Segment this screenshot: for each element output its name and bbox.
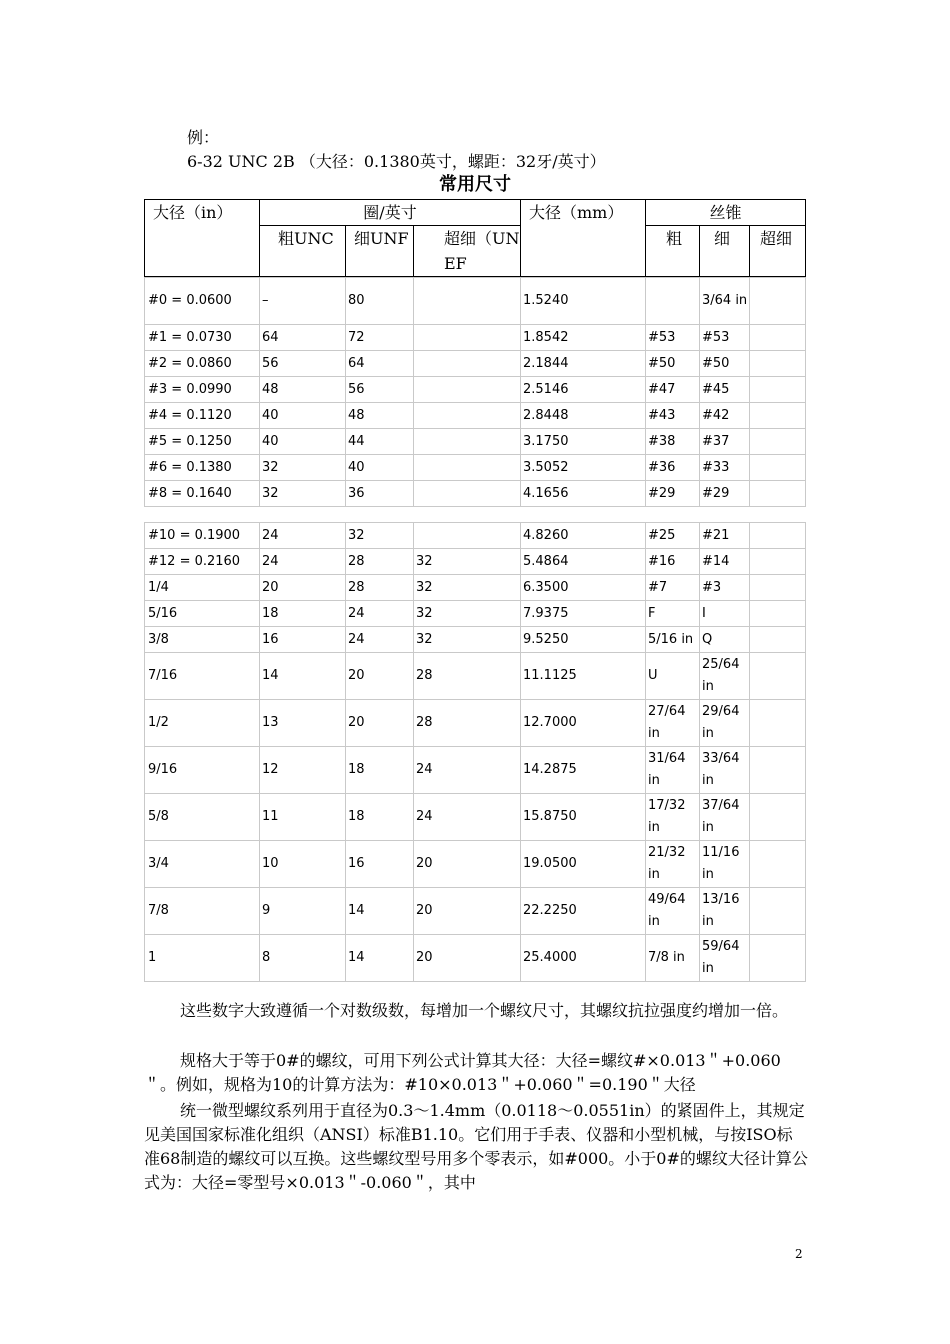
cell-major-mm: 25.4000 bbox=[521, 935, 646, 982]
cell-tap-coarse: 31/64 in bbox=[646, 747, 700, 794]
cell-unef: 20 bbox=[414, 841, 521, 888]
cell-unef: 20 bbox=[414, 888, 521, 935]
cell-major-mm: 2.5146 bbox=[521, 377, 646, 403]
cell-major-mm: 4.8260 bbox=[521, 523, 646, 549]
thread-table-part-2 bbox=[144, 522, 806, 982]
cell-unc: 18 bbox=[260, 601, 346, 627]
cell-unf: 14 bbox=[346, 935, 414, 982]
cell-major-in: 5/16 bbox=[145, 601, 260, 627]
cell-tap-fine: #21 bbox=[700, 523, 750, 549]
cell-tap-coarse: 7/8 in bbox=[646, 935, 700, 982]
cell-tap-coarse: #47 bbox=[646, 377, 700, 403]
cell-unef: 28 bbox=[414, 653, 521, 700]
cell-tap-coarse: #25 bbox=[646, 523, 700, 549]
cell-major-in: #6 = 0.1380 bbox=[145, 455, 260, 481]
cell-unc: 32 bbox=[260, 481, 346, 507]
cell-major-mm: 1.5240 bbox=[521, 278, 646, 325]
thread-table-part-1 bbox=[144, 277, 806, 507]
cell-unf: 48 bbox=[346, 403, 414, 429]
cell-unef bbox=[414, 377, 521, 403]
cell-unf: 40 bbox=[346, 455, 414, 481]
cell-tap-fine: 3/64 in bbox=[700, 278, 750, 325]
table-row bbox=[145, 403, 806, 429]
cell-unc: – bbox=[260, 278, 346, 325]
cell-major-mm: 12.7000 bbox=[521, 700, 646, 747]
cell-unef bbox=[414, 429, 521, 455]
cell-major-mm: 14.2875 bbox=[521, 747, 646, 794]
cell-tap-fine: 13/16 in bbox=[700, 888, 750, 935]
cell-unc: 14 bbox=[260, 653, 346, 700]
cell-tap-coarse: 5/16 in bbox=[646, 627, 700, 653]
cell-major-mm: 1.8542 bbox=[521, 325, 646, 351]
cell-unc: 56 bbox=[260, 351, 346, 377]
header-unf: 细UNF bbox=[346, 226, 414, 277]
cell-major-mm: 2.8448 bbox=[521, 403, 646, 429]
cell-tap-fine: #29 bbox=[700, 481, 750, 507]
table-row bbox=[145, 351, 806, 377]
cell-major-in: 1/4 bbox=[145, 575, 260, 601]
cell-unc: 8 bbox=[260, 935, 346, 982]
table-row bbox=[145, 794, 806, 841]
cell-tap-coarse: 17/32 in bbox=[646, 794, 700, 841]
table-row bbox=[145, 549, 806, 575]
cell-unc: 20 bbox=[260, 575, 346, 601]
cell-tap-coarse: 49/64 in bbox=[646, 888, 700, 935]
table-header bbox=[144, 199, 806, 277]
table-row bbox=[145, 935, 806, 982]
cell-tap-fine: 59/64 in bbox=[700, 935, 750, 982]
cell-tap-extra bbox=[750, 481, 806, 507]
cell-tap-fine: #33 bbox=[700, 455, 750, 481]
header-tpi: 圈/英寸 bbox=[260, 200, 521, 226]
table-row bbox=[145, 841, 806, 888]
cell-tap-extra bbox=[750, 888, 806, 935]
cell-unc: 9 bbox=[260, 888, 346, 935]
paragraph-growth: 这些数字大致遵循一个对数级数，每增加一个螺纹尺寸，其螺纹抗拉强度约增加一倍。 bbox=[180, 1001, 789, 1020]
cell-tap-fine: #45 bbox=[700, 377, 750, 403]
cell-unef: 32 bbox=[414, 575, 521, 601]
cell-tap-extra bbox=[750, 935, 806, 982]
cell-tap-extra bbox=[750, 747, 806, 794]
cell-tap-fine: I bbox=[700, 601, 750, 627]
cell-tap-coarse: #43 bbox=[646, 403, 700, 429]
cell-tap-extra bbox=[750, 455, 806, 481]
table-row bbox=[145, 481, 806, 507]
cell-tap-fine: #3 bbox=[700, 575, 750, 601]
cell-unef bbox=[414, 455, 521, 481]
cell-tap-extra bbox=[750, 700, 806, 747]
table-row bbox=[145, 575, 806, 601]
cell-unf: 80 bbox=[346, 278, 414, 325]
cell-unef: 32 bbox=[414, 601, 521, 627]
cell-unc: 40 bbox=[260, 429, 346, 455]
cell-unef bbox=[414, 523, 521, 549]
cell-unc: 48 bbox=[260, 377, 346, 403]
header-unef: 超细（UNEF bbox=[414, 226, 521, 277]
cell-tap-extra bbox=[750, 325, 806, 351]
cell-major-in: #5 = 0.1250 bbox=[145, 429, 260, 455]
cell-major-in: 5/8 bbox=[145, 794, 260, 841]
cell-major-in: 1 bbox=[145, 935, 260, 982]
cell-unc: 12 bbox=[260, 747, 346, 794]
cell-tap-extra bbox=[750, 278, 806, 325]
cell-unf: 36 bbox=[346, 481, 414, 507]
cell-tap-extra bbox=[750, 841, 806, 888]
cell-unef: 24 bbox=[414, 747, 521, 794]
cell-tap-coarse: 27/64 in bbox=[646, 700, 700, 747]
cell-tap-coarse bbox=[646, 278, 700, 325]
cell-major-in: #4 = 0.1120 bbox=[145, 403, 260, 429]
cell-major-mm: 3.1750 bbox=[521, 429, 646, 455]
table-row bbox=[145, 747, 806, 794]
header-tap-fine: 细 bbox=[700, 226, 750, 277]
cell-tap-extra bbox=[750, 549, 806, 575]
cell-major-mm: 4.1656 bbox=[521, 481, 646, 507]
paragraph-micro-thread: 统一微型螺纹系列用于直径为0.3～1.4mm（0.0118～0.0551in）的紧固件上，其规定见美国国家标准化组织（ANSI）标准B1.10。它们用于手表、仪器和小型机械，与按ISO标准68制造的螺纹可以互换。这些螺纹型号用多个零表示，如#000。小于0#的螺纹大径计算公式为：大径=零型号×0.013＂-0.060＂，其中 bbox=[144, 1101, 808, 1192]
cell-unf: 72 bbox=[346, 325, 414, 351]
header-tap-extra: 超细 bbox=[750, 226, 806, 277]
cell-major-mm: 6.3500 bbox=[521, 575, 646, 601]
cell-tap-coarse: #50 bbox=[646, 351, 700, 377]
cell-unef: 32 bbox=[414, 627, 521, 653]
cell-tap-fine: #50 bbox=[700, 351, 750, 377]
cell-major-mm: 5.4864 bbox=[521, 549, 646, 575]
cell-tap-coarse: U bbox=[646, 653, 700, 700]
cell-unf: 28 bbox=[346, 575, 414, 601]
cell-unef bbox=[414, 351, 521, 377]
cell-unef: 20 bbox=[414, 935, 521, 982]
cell-unc: 40 bbox=[260, 403, 346, 429]
cell-tap-fine: #53 bbox=[700, 325, 750, 351]
cell-major-in: 7/16 bbox=[145, 653, 260, 700]
cell-tap-extra bbox=[750, 575, 806, 601]
paragraph-formula: 规格大于等于0#的螺纹，可用下列公式计算其大径：大径=螺纹#×0.013＂+0.060＂。例如，规格为10的计算方法为：#10×0.013＂+0.060＂=0.190＂大径 bbox=[144, 1051, 781, 1094]
header-unc: 粗UNC bbox=[260, 226, 346, 277]
cell-major-mm: 3.5052 bbox=[521, 455, 646, 481]
cell-tap-fine: 11/16 in bbox=[700, 841, 750, 888]
cell-major-in: #2 = 0.0860 bbox=[145, 351, 260, 377]
cell-tap-extra bbox=[750, 627, 806, 653]
cell-tap-fine: 33/64 in bbox=[700, 747, 750, 794]
table-row bbox=[145, 700, 806, 747]
cell-tap-extra bbox=[750, 429, 806, 455]
cell-tap-extra bbox=[750, 601, 806, 627]
cell-unf: 28 bbox=[346, 549, 414, 575]
cell-unf: 14 bbox=[346, 888, 414, 935]
cell-unc: 10 bbox=[260, 841, 346, 888]
cell-tap-fine: 37/64 in bbox=[700, 794, 750, 841]
cell-unef: 32 bbox=[414, 549, 521, 575]
cell-unef bbox=[414, 481, 521, 507]
cell-major-in: 7/8 bbox=[145, 888, 260, 935]
cell-tap-coarse: 21/32 in bbox=[646, 841, 700, 888]
cell-major-in: 9/16 bbox=[145, 747, 260, 794]
table-row bbox=[145, 601, 806, 627]
cell-major-mm: 19.0500 bbox=[521, 841, 646, 888]
cell-unc: 13 bbox=[260, 700, 346, 747]
cell-major-mm: 22.2250 bbox=[521, 888, 646, 935]
cell-major-mm: 7.9375 bbox=[521, 601, 646, 627]
cell-unc: 16 bbox=[260, 627, 346, 653]
cell-tap-fine: Q bbox=[700, 627, 750, 653]
cell-unc: 24 bbox=[260, 523, 346, 549]
cell-tap-coarse: #7 bbox=[646, 575, 700, 601]
cell-tap-coarse: F bbox=[646, 601, 700, 627]
cell-tap-extra bbox=[750, 377, 806, 403]
cell-unf: 18 bbox=[346, 794, 414, 841]
cell-tap-fine: #37 bbox=[700, 429, 750, 455]
table-row bbox=[145, 377, 806, 403]
cell-major-in: 3/8 bbox=[145, 627, 260, 653]
cell-unc: 24 bbox=[260, 549, 346, 575]
cell-unf: 24 bbox=[346, 601, 414, 627]
cell-major-in: #1 = 0.0730 bbox=[145, 325, 260, 351]
cell-tap-fine: 29/64 in bbox=[700, 700, 750, 747]
table-row bbox=[145, 325, 806, 351]
cell-major-in: #10 = 0.1900 bbox=[145, 523, 260, 549]
table-row bbox=[145, 278, 806, 325]
cell-tap-coarse: #36 bbox=[646, 455, 700, 481]
table-row bbox=[145, 523, 806, 549]
cell-unf: 18 bbox=[346, 747, 414, 794]
cell-unf: 16 bbox=[346, 841, 414, 888]
cell-tap-fine: 25/64 in bbox=[700, 653, 750, 700]
example-label: 例： bbox=[187, 128, 220, 147]
cell-tap-coarse: #16 bbox=[646, 549, 700, 575]
header-tap: 丝锥 bbox=[646, 200, 806, 226]
cell-major-in: #12 = 0.2160 bbox=[145, 549, 260, 575]
cell-tap-coarse: #38 bbox=[646, 429, 700, 455]
cell-major-in: #0 = 0.0600 bbox=[145, 278, 260, 325]
table-row bbox=[145, 455, 806, 481]
cell-major-mm: 15.8750 bbox=[521, 794, 646, 841]
cell-unef bbox=[414, 278, 521, 325]
cell-unef: 28 bbox=[414, 700, 521, 747]
cell-unf: 20 bbox=[346, 700, 414, 747]
header-major-mm: 大径（mm） bbox=[521, 200, 646, 277]
cell-tap-fine: #14 bbox=[700, 549, 750, 575]
header-major-in: 大径（in） bbox=[145, 200, 260, 277]
cell-tap-extra bbox=[750, 653, 806, 700]
cell-tap-extra bbox=[750, 403, 806, 429]
cell-major-in: #8 = 0.1640 bbox=[145, 481, 260, 507]
table-row bbox=[145, 888, 806, 935]
cell-unf: 20 bbox=[346, 653, 414, 700]
table-title: 常用尺寸 bbox=[439, 174, 511, 195]
cell-unf: 56 bbox=[346, 377, 414, 403]
cell-major-mm: 2.1844 bbox=[521, 351, 646, 377]
cell-major-mm: 9.5250 bbox=[521, 627, 646, 653]
cell-tap-extra bbox=[750, 351, 806, 377]
cell-unf: 44 bbox=[346, 429, 414, 455]
page-number: 2 bbox=[795, 1247, 803, 1261]
cell-tap-coarse: #53 bbox=[646, 325, 700, 351]
cell-tap-extra bbox=[750, 523, 806, 549]
cell-unef bbox=[414, 325, 521, 351]
cell-major-in: 3/4 bbox=[145, 841, 260, 888]
cell-tap-coarse: #29 bbox=[646, 481, 700, 507]
cell-unc: 64 bbox=[260, 325, 346, 351]
cell-tap-fine: #42 bbox=[700, 403, 750, 429]
cell-unef: 24 bbox=[414, 794, 521, 841]
cell-unf: 64 bbox=[346, 351, 414, 377]
table-row bbox=[145, 627, 806, 653]
cell-major-in: 1/2 bbox=[145, 700, 260, 747]
cell-tap-extra bbox=[750, 794, 806, 841]
cell-unc: 32 bbox=[260, 455, 346, 481]
cell-unef bbox=[414, 403, 521, 429]
cell-unf: 32 bbox=[346, 523, 414, 549]
cell-major-mm: 11.1125 bbox=[521, 653, 646, 700]
table-row bbox=[145, 653, 806, 700]
table-row bbox=[145, 429, 806, 455]
cell-major-in: #3 = 0.0990 bbox=[145, 377, 260, 403]
header-tap-coarse: 粗 bbox=[646, 226, 700, 277]
cell-unf: 24 bbox=[346, 627, 414, 653]
example-line: 6-32 UNC 2B （大径：0.1380英寸，螺距：32牙/英寸） bbox=[187, 152, 606, 171]
cell-unc: 11 bbox=[260, 794, 346, 841]
